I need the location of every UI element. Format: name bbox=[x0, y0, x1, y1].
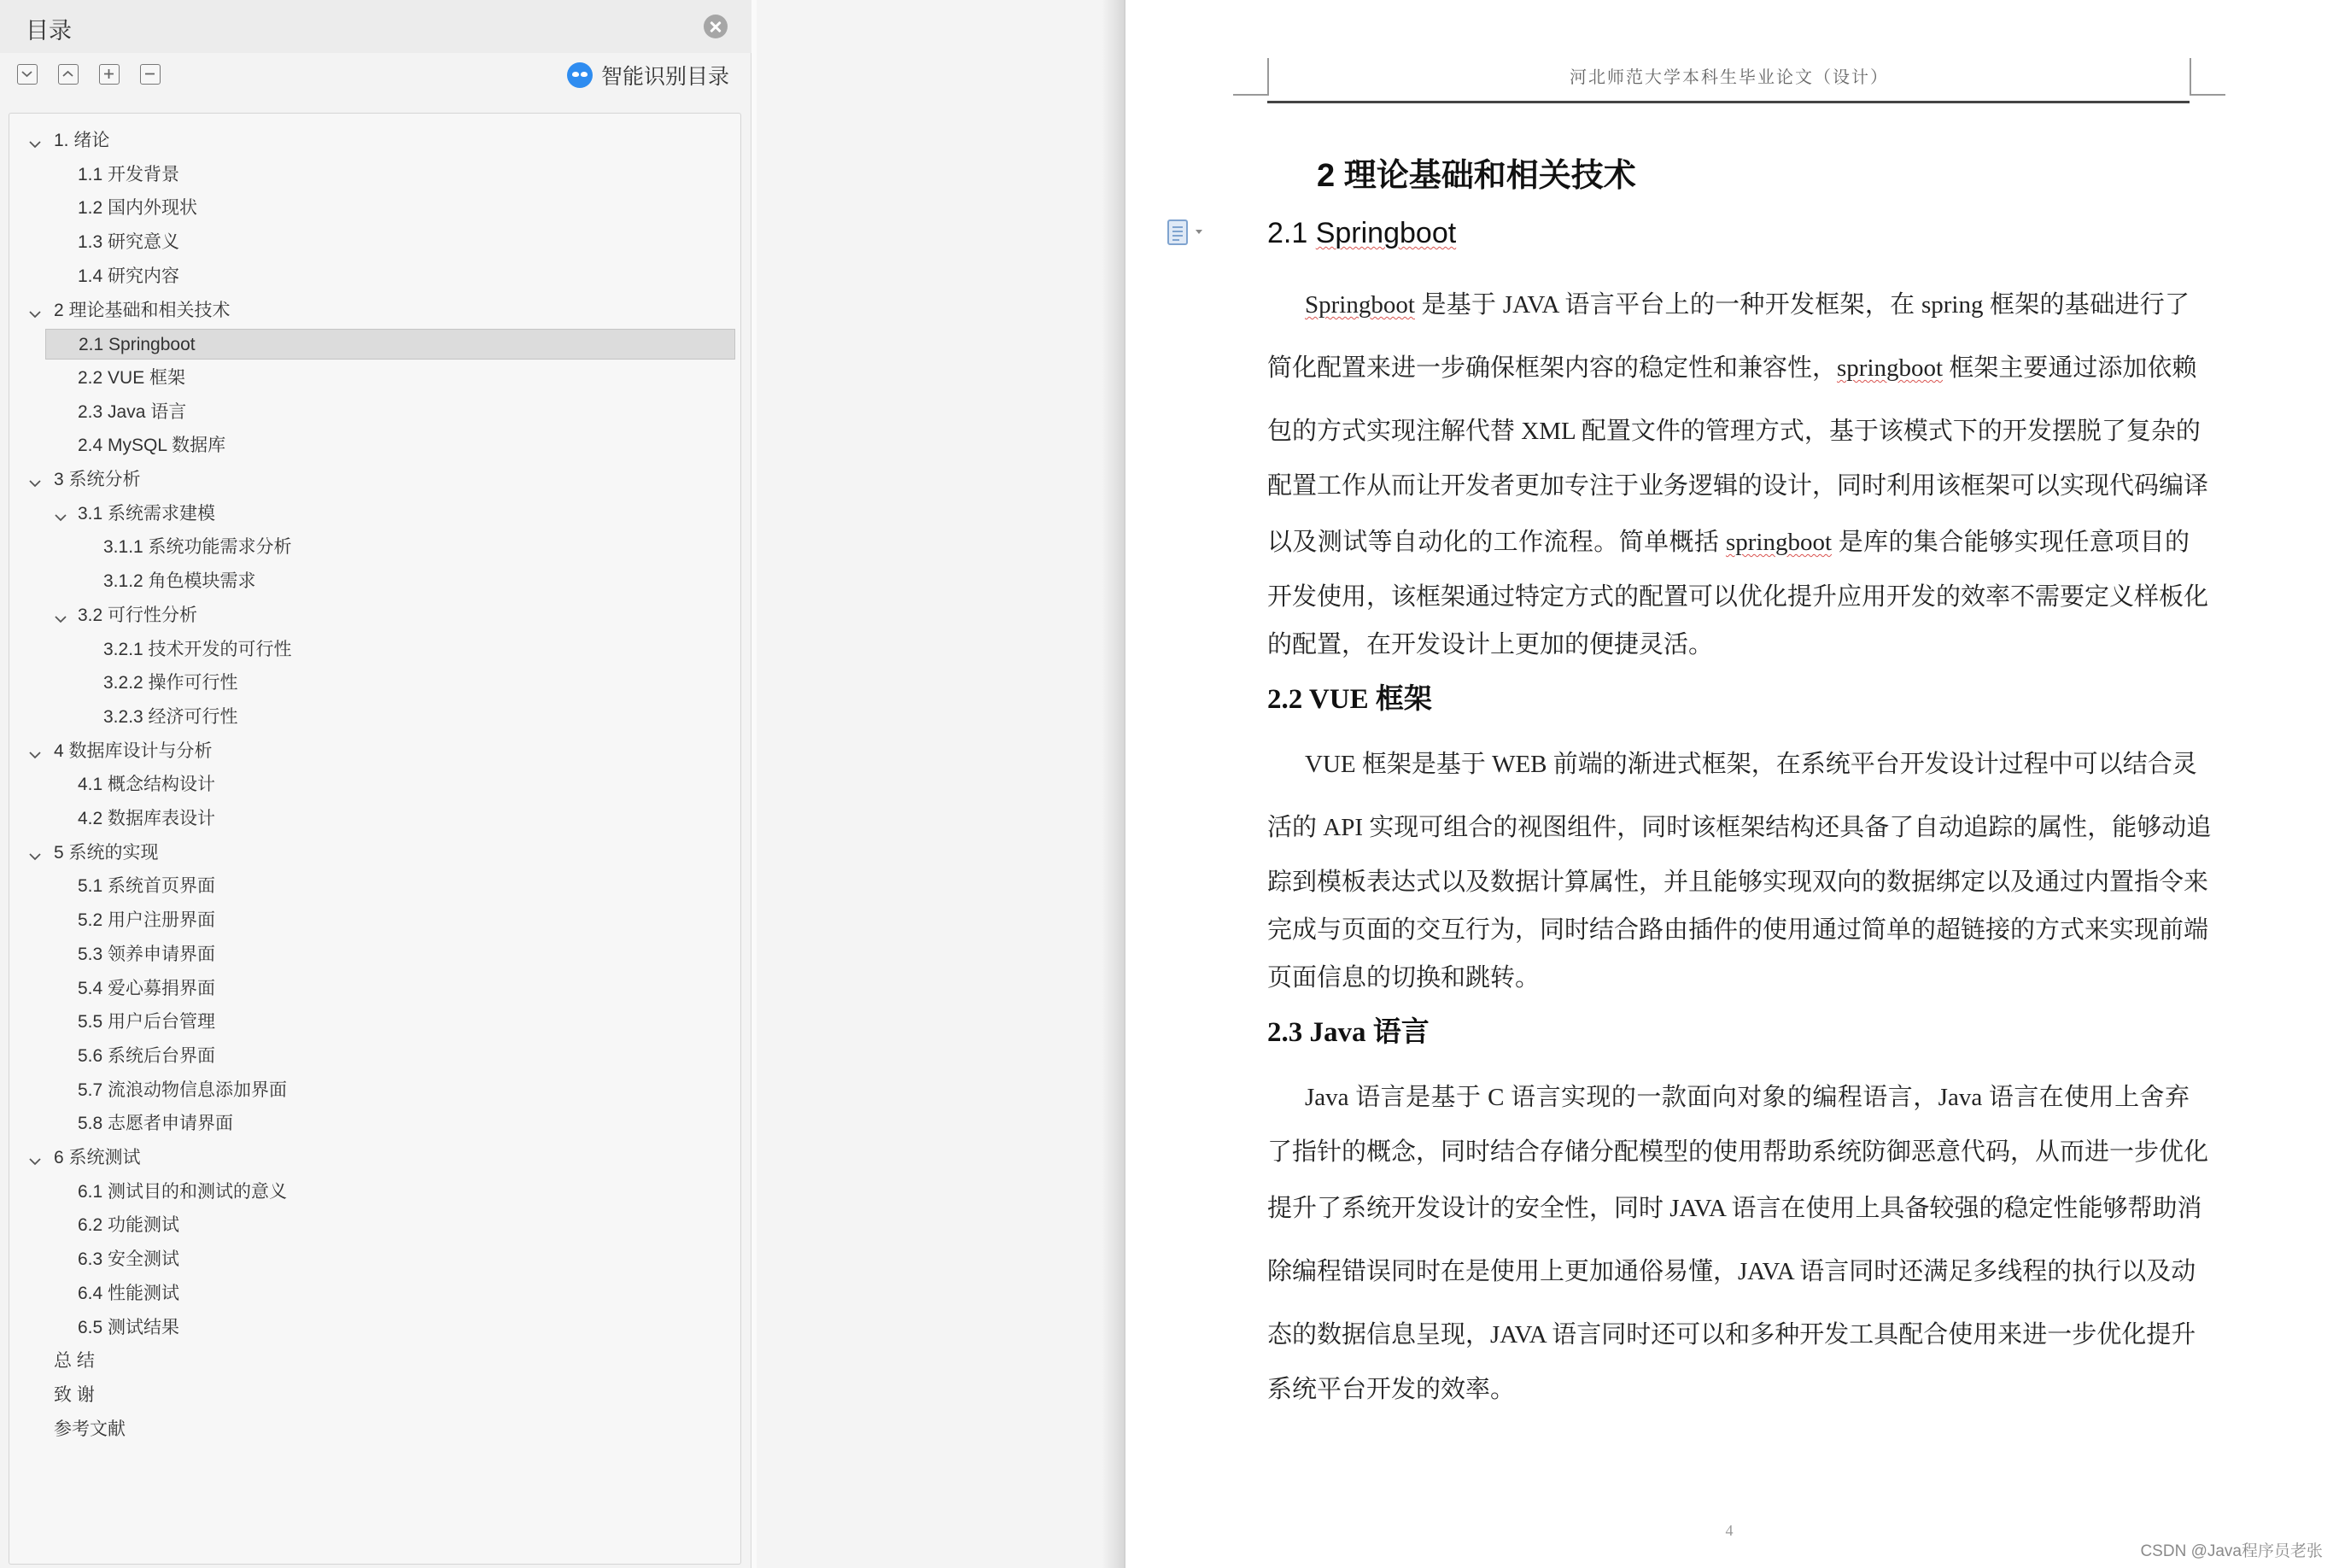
toc-item-label: 1.1 开发背景 bbox=[78, 164, 180, 184]
minus-icon bbox=[141, 65, 159, 83]
toc-item[interactable] bbox=[9, 430, 727, 461]
toc-item[interactable] bbox=[9, 227, 727, 258]
header-rule bbox=[1267, 101, 2190, 103]
chevron-down-icon[interactable] bbox=[26, 743, 44, 760]
toc-item-label: 1.3 研究意义 bbox=[78, 232, 180, 253]
toc-item[interactable] bbox=[9, 1210, 727, 1241]
toc-item-label: 3 系统分析 bbox=[54, 470, 141, 489]
toc-item[interactable] bbox=[9, 871, 727, 902]
toc-item-label: 5.3 领养申请界面 bbox=[78, 944, 216, 964]
toc-item-label: 3.2 可行性分析 bbox=[78, 605, 198, 625]
section-heading: 2.1 Springboot bbox=[1267, 217, 1457, 249]
toc-item-label: 5 系统的实现 bbox=[54, 842, 159, 863]
toc-item-label: 3.2.1 技术开发的可行性 bbox=[103, 639, 292, 659]
toc-item[interactable] bbox=[9, 397, 727, 428]
toc-item-label: 3.2.2 操作可行性 bbox=[103, 673, 238, 693]
paragraph-line: 完成与页面的交互行为，同时结合路由插件的使用通过简单的超链接的方式来实现前端 bbox=[1267, 916, 2209, 944]
toc-item[interactable] bbox=[9, 1244, 727, 1275]
toc-item-label: 6.5 测试结果 bbox=[78, 1317, 180, 1337]
toc-item[interactable] bbox=[9, 1041, 727, 1072]
toc-item[interactable] bbox=[9, 736, 727, 767]
toc-item[interactable] bbox=[9, 974, 727, 1004]
toc-item-label: 2.3 Java 语言 bbox=[78, 401, 187, 422]
watermark: CSDN @Java程序员老张 bbox=[2140, 1542, 2323, 1560]
paragraph-line: 开发使用，该框架通过特定方式的配置可以优化提升应用开发的效率不需要定义样板化 bbox=[1267, 583, 2209, 611]
toc-item-label: 4.1 概念结构设计 bbox=[78, 775, 216, 795]
toc-item-label: 4.2 数据库表设计 bbox=[78, 809, 216, 828]
close-icon[interactable] bbox=[704, 15, 728, 38]
toc-item-label: 6.2 功能测试 bbox=[78, 1215, 180, 1236]
toc-item-label: 3.2.3 经济可行性 bbox=[103, 706, 238, 727]
toc-item-label: 5.6 系统后台界面 bbox=[78, 1045, 216, 1066]
chapter-title: 2 理论基础和相关技术 bbox=[1317, 158, 1636, 194]
toc-item-label: 5.4 爱心募捐界面 bbox=[78, 978, 216, 998]
page-shadow bbox=[1102, 0, 1126, 1568]
chevron-up-icon bbox=[59, 65, 77, 83]
toc-item-label: 参考文献 bbox=[54, 1419, 126, 1439]
toc-item-label: 6.3 安全测试 bbox=[78, 1249, 180, 1270]
expand-all-button[interactable] bbox=[58, 64, 79, 85]
paragraph-line: 系统平台开发的效率。 bbox=[1267, 1376, 1516, 1403]
paragraph-line: 页面信息的切换和跳转。 bbox=[1267, 964, 1541, 992]
toc-item-label: 6.4 性能测试 bbox=[78, 1283, 180, 1303]
toc-item-label: 5.2 用户注册界面 bbox=[78, 910, 216, 931]
toc-item[interactable] bbox=[9, 600, 727, 631]
chevron-down-icon[interactable] bbox=[26, 845, 44, 862]
toc-item-label: 6 系统测试 bbox=[54, 1148, 141, 1167]
crop-mark bbox=[2190, 94, 2225, 96]
add-heading-button[interactable] bbox=[99, 64, 120, 85]
toc-item[interactable] bbox=[9, 126, 727, 156]
paragraph-line: 配置工作从而让开发者更加专注于业务逻辑的设计，同时利用该框架可以实现代码编译 bbox=[1267, 472, 2209, 500]
toc-item[interactable] bbox=[9, 838, 727, 869]
paragraph-line: 简化配置来进一步确保框架内容的稳定性和兼容性，springboot 框架主要通过添加依赖 bbox=[1267, 354, 2197, 382]
toc-item-label: 总 结 bbox=[54, 1351, 95, 1372]
toc-item-label: 3.1 系统需求建模 bbox=[78, 503, 216, 524]
toc-item[interactable] bbox=[9, 939, 727, 970]
toc-item[interactable] bbox=[9, 193, 727, 224]
paragraph-line: 包的方式实现注解代替 XML 配置文件的管理方式，基于该模式下的开发摆脱了复杂的 bbox=[1267, 418, 2201, 445]
toc-item[interactable] bbox=[9, 363, 727, 394]
toc-item[interactable] bbox=[9, 261, 727, 292]
paragraph-line: 踪到模板表达式以及数据计算属性，并且能够实现双向的数据绑定以及通过内置指令来 bbox=[1267, 869, 2209, 896]
collapse-all-button[interactable] bbox=[17, 64, 38, 85]
page-menu-icon[interactable] bbox=[1166, 219, 1207, 246]
paragraph-line: Java 语言是基于 C 语言实现的一款面向对象的编程语言，Java 语言在使用上舍弃 bbox=[1305, 1084, 2190, 1111]
toc-item-label: 3.1.1 系统功能需求分析 bbox=[103, 537, 292, 558]
toc-sidebar bbox=[0, 0, 751, 1568]
chevron-down-icon bbox=[18, 65, 36, 83]
toc-item[interactable] bbox=[9, 1346, 727, 1377]
toc-item[interactable] bbox=[9, 1278, 727, 1309]
sidebar-header bbox=[0, 0, 751, 53]
toc-item-label: 5.1 系统首页界面 bbox=[78, 876, 216, 897]
chevron-down-icon[interactable] bbox=[26, 1150, 44, 1167]
toc-item-label: 1. 绪论 bbox=[54, 131, 110, 150]
toc-item[interactable] bbox=[9, 1177, 727, 1208]
paragraph-line: 以及测试等自动化的工作流程。简单概括 springboot 是库的集合能够实现任意项目的 bbox=[1267, 529, 2190, 556]
toc-item[interactable] bbox=[9, 160, 727, 190]
paragraph-line: 活的 API 实现可组合的视图组件，同时该框架结构还具备了自动追踪的属性，能够动追 bbox=[1267, 814, 2212, 841]
toc-item[interactable] bbox=[9, 295, 727, 326]
toc-item[interactable] bbox=[9, 804, 727, 834]
document-page bbox=[1126, 0, 2333, 1568]
section-heading: 2.2 VUE 框架 bbox=[1267, 684, 1432, 715]
section-heading: 2.3 Java 语言 bbox=[1267, 1017, 1430, 1048]
toc-item[interactable] bbox=[9, 499, 727, 529]
smart-toc-label: 智能识别目录 bbox=[601, 65, 730, 89]
remove-heading-button[interactable] bbox=[140, 64, 161, 85]
toc-item-label: 6.1 测试目的和测试的意义 bbox=[78, 1181, 288, 1202]
crop-mark bbox=[1233, 94, 1269, 96]
toc-item-label: 2.1 Springboot bbox=[79, 335, 196, 355]
toc-item[interactable] bbox=[9, 905, 727, 936]
document-gutter bbox=[757, 0, 1124, 1568]
toc-item[interactable] bbox=[9, 1143, 727, 1173]
smart-toc-button[interactable] bbox=[567, 61, 729, 89]
toc-item[interactable] bbox=[9, 1380, 727, 1411]
toc-item[interactable] bbox=[9, 1109, 727, 1139]
toc-item[interactable] bbox=[9, 1007, 727, 1038]
paragraph-line: Springboot 是基于 JAVA 语言平台上的一种开发框架，在 spring 框架的基础进行了 bbox=[1305, 291, 2190, 319]
chevron-down-icon[interactable] bbox=[26, 132, 44, 149]
toc-item[interactable] bbox=[9, 1414, 727, 1445]
chevron-down-icon[interactable] bbox=[26, 471, 44, 489]
plus-icon bbox=[100, 65, 118, 83]
toc-item-label: 2.4 MySQL 数据库 bbox=[78, 436, 226, 456]
toc-item[interactable] bbox=[9, 769, 727, 800]
toc-item[interactable] bbox=[45, 329, 735, 360]
sidebar-title: 目录 bbox=[26, 18, 72, 44]
toc-item-label: 5.5 用户后台管理 bbox=[78, 1012, 216, 1033]
toc-item-label: 5.7 流浪动物信息添加界面 bbox=[78, 1079, 288, 1100]
toc-item[interactable] bbox=[9, 1075, 727, 1106]
chevron-down-icon[interactable] bbox=[26, 302, 44, 319]
page-number: 4 bbox=[1725, 1522, 1734, 1539]
smart-toc-icon bbox=[567, 62, 593, 88]
toc-toolbar bbox=[0, 53, 751, 97]
toc-item[interactable] bbox=[9, 635, 727, 665]
chevron-down-icon[interactable] bbox=[52, 506, 69, 523]
paragraph-line: 态的数据信息呈现，JAVA 语言同时还可以和多种开发工具配合使用来进一步优化提升 bbox=[1267, 1321, 2196, 1349]
paragraph-line: 的配置，在开发设计上更加的便捷灵活。 bbox=[1267, 631, 1714, 658]
toc-item-label: 4 数据库设计与分析 bbox=[54, 740, 213, 761]
toc-item[interactable] bbox=[9, 1313, 727, 1343]
paragraph-line: 提升了系统开发设计的安全性，同时 JAVA 语言在使用上具备较强的稳定性能够帮助消 bbox=[1267, 1195, 2202, 1222]
paragraph-line: VUE 框架是基于 WEB 前端的渐进式框架，在系统平台开发设计过程中可以结合灵 bbox=[1305, 751, 2197, 778]
toc-item-label: 致 谢 bbox=[54, 1384, 95, 1405]
toc-item-label: 1.2 国内外现状 bbox=[78, 198, 198, 219]
toc-item[interactable] bbox=[9, 668, 727, 699]
toc-item[interactable] bbox=[9, 465, 727, 495]
toc-item-label: 5.8 志愿者申请界面 bbox=[78, 1114, 234, 1134]
toc-item-label: 2 理论基础和相关技术 bbox=[54, 300, 231, 320]
toc-item-label: 3.1.2 角色模块需求 bbox=[103, 571, 256, 592]
toc-item-label: 1.4 研究内容 bbox=[78, 266, 180, 286]
toc-item[interactable] bbox=[9, 702, 727, 733]
toc-panel bbox=[9, 113, 741, 1565]
toc-item-label: 2.2 VUE 框架 bbox=[78, 367, 186, 388]
paragraph-line: 了指针的概念，同时结合存储分配模型的使用帮助系统防御恶意代码，从而进一步优化 bbox=[1267, 1138, 2209, 1166]
chevron-down-icon[interactable] bbox=[52, 607, 69, 624]
paragraph-line: 除编程错误同时在是使用上更加通俗易懂，JAVA 语言同时还满足多线程的执行以及动 bbox=[1267, 1258, 2196, 1285]
toc-item[interactable] bbox=[9, 532, 727, 563]
running-header: 河北师范大学本科生毕业论文（设计） bbox=[1570, 67, 1889, 87]
toc-item[interactable] bbox=[9, 566, 727, 597]
